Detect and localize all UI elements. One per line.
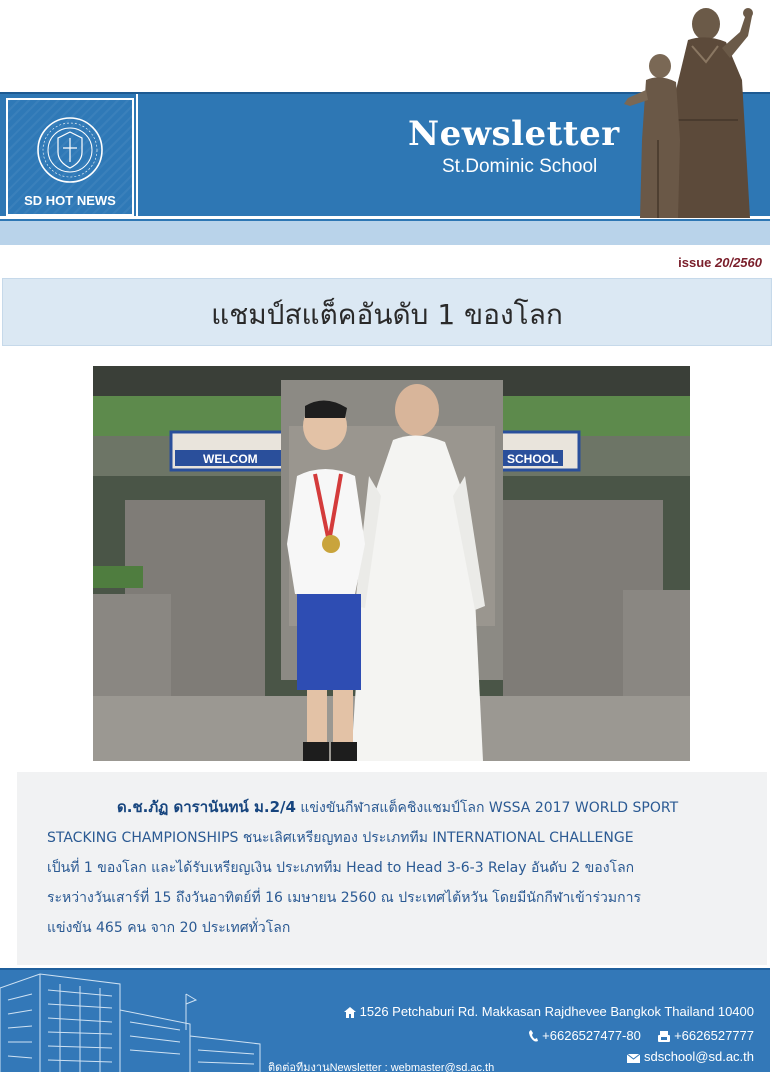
article-line-5: แข่งขัน 465 คน จาก 20 ประเทศทั่วโลก — [47, 920, 291, 936]
statue-image — [618, 0, 784, 218]
article-title: แชมป์สแต็คอันดับ 1 ของโลก — [211, 298, 563, 331]
article-line-1 — [47, 792, 747, 823]
header-accent-bar — [0, 219, 770, 245]
footer-contact: ติดต่อทีมงานNewsletter : webmaster@sd.ac.th — [268, 1062, 495, 1072]
school-name: St.Dominic School — [442, 156, 598, 177]
footer-address-text: 1526 Petchaburi Rd. Makkasan Rajdhevee Bangkok Thailand 10400 — [359, 1004, 754, 1019]
article-title-box — [2, 278, 772, 346]
header-divider — [136, 94, 138, 219]
issue-value: 20/2560 — [715, 255, 762, 270]
issue-label: issue — [678, 255, 712, 270]
home-icon — [344, 1007, 356, 1018]
article-body — [47, 792, 747, 943]
article-photo — [93, 366, 690, 761]
footer-phone: +6626527477-80 — [542, 1028, 641, 1043]
hot-news-badge: SD HOT NEWS — [24, 193, 116, 208]
photo-sign-right: SCHOOL — [507, 452, 559, 466]
newsletter-footer — [0, 968, 770, 1072]
issue-number — [678, 255, 762, 270]
footer-phones — [529, 1028, 754, 1043]
school-seal-logo — [36, 116, 104, 184]
envelope-icon — [627, 1054, 640, 1063]
logo-box — [6, 98, 134, 216]
phone-icon — [529, 1030, 538, 1042]
article-line-4: ระหว่างวันเสาร์ที่ 15 ถึงวันอาทิตย์ที่ 16 เมษายน 2560 ณ ประเทศไต้หวัน โดยมีนักกีฬาเข้าร่วมการ — [47, 890, 641, 906]
article-line-3: เป็นที่ 1 ของโลก และได้รับเหรียญเงิน ประเภททีม Head to Head 3-6-3 Relay อันดับ 2 ของโลก — [47, 860, 635, 876]
school-building-illustration — [0, 970, 270, 1072]
footer-address — [344, 1004, 754, 1019]
article-line-1-text: แข่งขันกีฬาสแต็คชิงแชมป์โลก WSSA 2017 WORLD SPORT — [295, 800, 679, 816]
footer-email-text: sdschool@sd.ac.th — [643, 1049, 754, 1064]
article-body-box — [17, 772, 767, 965]
footer-fax: +6626527777 — [674, 1028, 754, 1043]
photo-sign-left: WELCOM — [203, 452, 258, 466]
newsletter-title: Newsletter — [408, 114, 620, 154]
footer-email — [627, 1049, 754, 1064]
fax-icon — [658, 1031, 670, 1042]
article-lead: ด.ช.ภัฏ ดารานันทน์ ม.2/4 — [117, 798, 296, 816]
article-line-2: STACKING CHAMPIONSHIPS ชนะเลิศเหรียญทอง ประเภททีม INTERNATIONAL CHALLENGE — [47, 830, 634, 846]
